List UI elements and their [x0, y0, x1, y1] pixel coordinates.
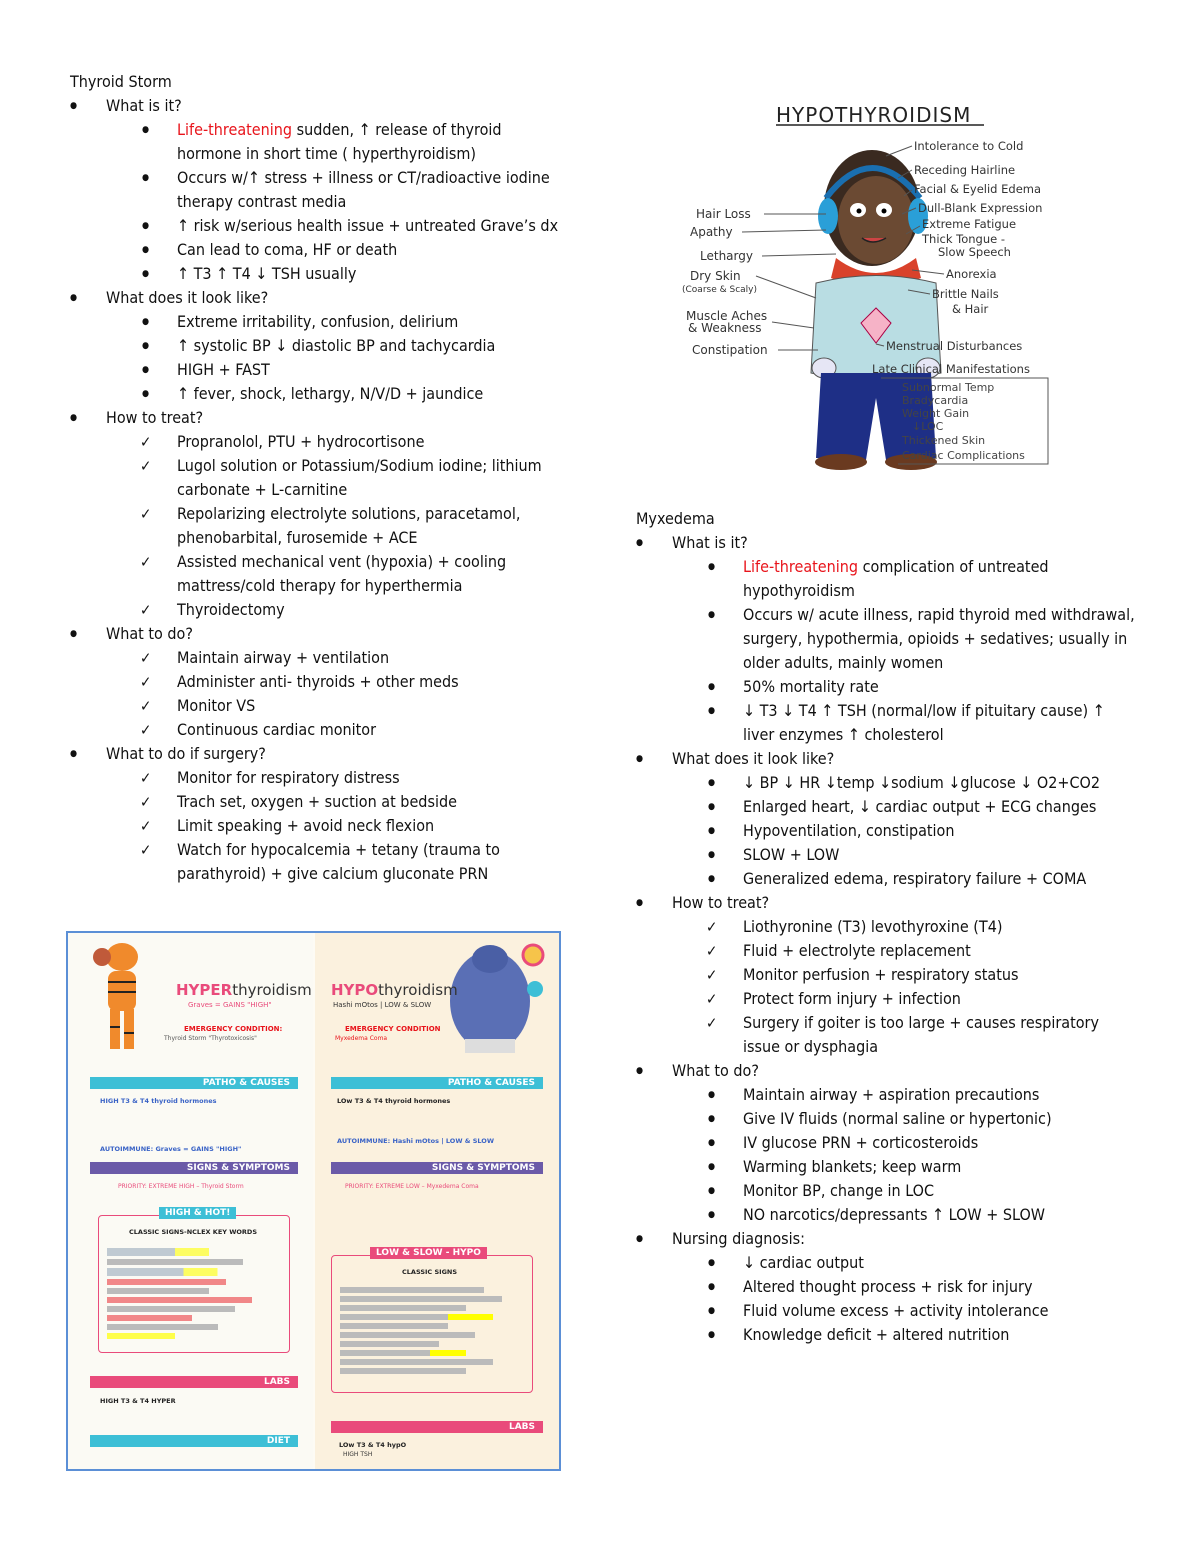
svg-text:Late Clinical Manifestations: Late Clinical Manifestations — [872, 362, 1030, 376]
check-item — [636, 939, 1136, 963]
svg-text:Apathy: Apathy — [690, 225, 733, 239]
item-text: Hypoventilation, constipation — [743, 821, 955, 840]
check-item — [70, 718, 570, 742]
poster-text: PRIORITY: EXTREME HIGH – Thyroid Storm — [118, 1183, 244, 1190]
item-text: Lugol solution or Potassium/Sodium iodine; lithium carbonate + L-carnitine — [177, 456, 542, 499]
item-text: Monitor VS — [177, 696, 256, 715]
bullet-item — [70, 166, 570, 214]
check-item — [70, 550, 570, 598]
box-title: LOW & SLOW - HYPO — [370, 1247, 487, 1259]
svg-text:Intolerance to Cold: Intolerance to Cold — [914, 139, 1024, 153]
item-text: Monitor BP, change in LOC — [743, 1181, 935, 1200]
svg-text:Anorexia: Anorexia — [946, 267, 997, 281]
svg-text:& Hair: & Hair — [952, 302, 989, 316]
poster-text: AUTOIMMUNE: Graves = GAINS "HIGH" — [100, 1145, 242, 1153]
bullet-item — [636, 1107, 1136, 1131]
question-bullet: ● What to do? — [636, 1059, 1136, 1083]
item-text: Surgery if goiter is too large + causes respiratory issue or dysphagia — [743, 1013, 1099, 1056]
question-bullet: ● What is it? — [636, 531, 1136, 555]
myxedema-notes — [636, 507, 1136, 1347]
item-text: Trach set, oxygen + suction at bedside — [177, 792, 457, 811]
poster-text: LOw T3 & T4 thyroid hormones — [337, 1097, 451, 1105]
check-item — [70, 838, 570, 886]
item-text: Liothyronine (T3) levothyroxine (T4) — [743, 917, 1003, 936]
svg-text:Menstrual Disturbances: Menstrual Disturbances — [886, 339, 1023, 353]
box-title: HIGH & HOT! — [159, 1207, 236, 1219]
svg-text:Slow Speech: Slow Speech — [938, 245, 1011, 259]
bullet-item — [636, 1275, 1136, 1299]
question-bullet: ● What to do? — [70, 622, 570, 646]
bullet-item — [70, 118, 570, 166]
low-lines — [340, 1284, 520, 1377]
section-heading: Myxedema — [636, 509, 715, 528]
bullet-item — [636, 1203, 1136, 1227]
bullet-item — [636, 699, 1136, 747]
hypo-title: HYPOthyroidism — [331, 981, 458, 999]
poster-text: EMERGENCY CONDITION: — [184, 1025, 283, 1033]
item-text: Can lead to coma, HF or death — [177, 240, 398, 259]
check-item — [636, 915, 1136, 939]
thyroid-storm-notes — [70, 70, 570, 886]
check-item — [70, 766, 570, 790]
poster-text: PRIORITY: EXTREME LOW – Myxedema Coma — [345, 1183, 479, 1190]
item-text: ↑ fever, shock, lethargy, N/V/D + jaundice — [177, 384, 484, 403]
item-text: ↓ BP ↓ HR ↓temp ↓sodium ↓glucose ↓ O2+CO2 — [743, 773, 1101, 792]
bullet-item — [636, 1251, 1136, 1275]
svg-text:Extreme Fatigue: Extreme Fatigue — [922, 217, 1017, 231]
poster-text: LOw T3 & T4 hypO — [339, 1441, 407, 1449]
item-text: 50% mortality rate — [743, 677, 879, 696]
question-bullet: ● How to treat? — [636, 891, 1136, 915]
check-item — [70, 646, 570, 670]
svg-text:Muscle Aches: Muscle Aches — [686, 309, 768, 323]
hypothyroidism-illustration — [676, 98, 1066, 474]
poster-text: HIGH TSH — [343, 1451, 373, 1458]
bullet-item — [70, 214, 570, 238]
check-item — [70, 598, 570, 622]
bullet-item — [636, 1323, 1136, 1347]
item-text: IV glucose PRN + corticosteroids — [743, 1133, 979, 1152]
item-text: ↓ T3 ↓ T4 ↑ TSH (normal/low if pituitary cause) ↑ liver enzymes ↑ cholesterol — [743, 701, 1105, 744]
svg-text:Constipation: Constipation — [692, 343, 768, 357]
poster-text: CLASSIC SIGNS — [402, 1268, 458, 1276]
check-item — [70, 790, 570, 814]
item-text: SLOW + LOW — [743, 845, 840, 864]
item-text: Assisted mechanical vent (hypoxia) + cooling mattress/cold therapy for hyperthermia — [177, 552, 507, 595]
svg-text:Dull-Blank Expression: Dull-Blank Expression — [918, 201, 1043, 215]
check-item — [70, 694, 570, 718]
poster-text: HIGH T3 & T4 HYPER — [100, 1397, 176, 1405]
check-item — [70, 430, 570, 454]
poster-text: Myxedema Coma — [335, 1035, 388, 1042]
item-text: Altered thought process + risk for injury — [743, 1277, 1033, 1296]
low-slow-box — [331, 1248, 533, 1393]
poster-text: HIGH T3 & T4 thyroid hormones — [100, 1097, 217, 1105]
svg-text:Weight Gain: Weight Gain — [902, 407, 970, 420]
svg-text:Receding Hairline: Receding Hairline — [914, 163, 1016, 177]
item-text: Knowledge deficit + altered nutrition — [743, 1325, 1010, 1344]
svg-text:Brittle Nails: Brittle Nails — [932, 287, 999, 301]
item-text: Fluid + electrolyte replacement — [743, 941, 971, 960]
check-item — [636, 1011, 1136, 1059]
bullet-item — [636, 795, 1136, 819]
svg-text:Thick Tongue -: Thick Tongue - — [922, 232, 1006, 246]
bullet-item — [636, 1155, 1136, 1179]
late-box-labels — [901, 381, 1025, 462]
notes-body — [70, 94, 570, 886]
hypo-subtitle: Hashi mOtos | LOW & SLOW — [333, 1001, 432, 1009]
bullet-item — [636, 1179, 1136, 1203]
item-text: ↑ risk w/serious health issue + untreated Grave’s dx — [177, 216, 559, 235]
poster-text: EMERGENCY CONDITION — [345, 1025, 441, 1033]
check-item — [70, 670, 570, 694]
item-text: Occurs w/↑ stress + illness or CT/radioactive iodine therapy contrast media — [177, 168, 550, 211]
svg-text:& Weakness: & Weakness — [688, 321, 762, 335]
item-text: Thyroidectomy — [177, 600, 285, 619]
poster-text: AUTOIMMUNE: Hashi mOtos | LOW & SLOW — [337, 1137, 494, 1145]
bullet-item — [636, 1299, 1136, 1323]
bullet-item — [636, 771, 1136, 795]
bullet-item — [636, 843, 1136, 867]
item-text: HIGH + FAST — [177, 360, 270, 379]
item-text: Continuous cardiac monitor — [177, 720, 376, 739]
check-item — [636, 963, 1136, 987]
svg-text:Facial & Eyelid Edema: Facial & Eyelid Edema — [914, 182, 1042, 196]
bullet-item — [636, 1131, 1136, 1155]
question-bullet: ● Nursing diagnosis: — [636, 1227, 1136, 1251]
emphasis-text: Life-threatening — [743, 557, 859, 576]
hypo-panel — [315, 933, 559, 1469]
svg-text:Bradycardia: Bradycardia — [902, 394, 969, 407]
bullet-item — [636, 603, 1136, 675]
svg-text:(Coarse & Scaly): (Coarse & Scaly) — [682, 285, 757, 295]
item-text: Monitor for respiratory distress — [177, 768, 400, 787]
item-text: Repolarizing electrolyte solutions, paracetamol, phenobarbital, furosemide + ACE — [177, 504, 521, 547]
item-text: Propranolol, PTU + hydrocortisone — [177, 432, 425, 451]
question-bullet: ● What is it? — [70, 94, 570, 118]
section-band: DIET — [90, 1435, 298, 1447]
section-band: PATHO & CAUSES — [331, 1077, 543, 1089]
item-text: Give IV fluids (normal saline or hypertonic) — [743, 1109, 1052, 1128]
eeyore-illustration — [435, 939, 545, 1059]
item-text: Occurs w/ acute illness, rapid thyroid med withdrawal, surgery, hypothermia, opioids + sedatives; usually in older adults, mainly women — [743, 605, 1135, 672]
section-band: LABS — [331, 1421, 543, 1433]
svg-text:Cardiac Complications: Cardiac Complications — [902, 449, 1025, 462]
question-bullet: ● What does it look like? — [636, 747, 1136, 771]
item-text: sudden, ↑ release of thyroid hormone in short time ( hyperthyroidism) — [177, 120, 502, 163]
hyper-hypo-poster — [66, 931, 561, 1471]
bullet-item — [636, 1083, 1136, 1107]
section-band: PATHO & CAUSES — [90, 1077, 298, 1089]
emphasis-text: Life-threatening — [177, 120, 293, 139]
svg-text:Dry Skin: Dry Skin — [690, 269, 741, 283]
left-labels — [682, 207, 768, 357]
item-text: Generalized edema, respiratory failure + COMA — [743, 869, 1087, 888]
bullet-item — [70, 262, 570, 286]
bullet-item — [636, 555, 1136, 603]
item-text: Limit speaking + avoid neck flexion — [177, 816, 435, 835]
high-hot-box — [98, 1208, 290, 1353]
hyper-panel — [68, 933, 313, 1469]
poster-text: CLASSIC SIGNS-NCLEX KEY WORDS — [129, 1228, 258, 1236]
section-heading: Thyroid Storm — [70, 72, 172, 91]
svg-text:Lethargy: Lethargy — [700, 249, 753, 263]
svg-text:Thickened Skin: Thickened Skin — [902, 434, 986, 447]
svg-text:↓LOC: ↓LOC — [912, 420, 944, 433]
section-band: SIGNS & SYMPTOMS — [90, 1162, 298, 1174]
item-text: NO narcotics/depressants ↑ LOW + SLOW — [743, 1205, 1046, 1224]
figure-title: HYPOTHYROIDISM — [776, 103, 972, 127]
item-text: Enlarged heart, ↓ cardiac output + ECG changes — [743, 797, 1097, 816]
notes-body — [636, 531, 1136, 1347]
hyper-subtitle: Graves = GAINS "HIGH" — [188, 1001, 272, 1009]
item-text: Extreme irritability, confusion, delirium — [177, 312, 459, 331]
item-text: ↑ systolic BP ↓ diastolic BP and tachycardia — [177, 336, 496, 355]
bullet-item — [636, 867, 1136, 891]
check-item — [636, 987, 1136, 1011]
item-text: Watch for hypocalcemia + tetany (trauma to parathyroid) + give calcium gluconate PRN — [177, 840, 500, 883]
item-text: Protect form injury + infection — [743, 989, 961, 1008]
item-text: ↓ cardiac output — [743, 1253, 864, 1272]
bullet-item — [70, 238, 570, 262]
hyper-title: HYPERthyroidism — [176, 981, 312, 999]
question-bullet: ● What to do if surgery? — [70, 742, 570, 766]
item-text: Administer anti- thyroids + other meds — [177, 672, 459, 691]
high-lines — [107, 1246, 277, 1342]
item-text: Warming blankets; keep warm — [743, 1157, 962, 1176]
bullet-item — [636, 819, 1136, 843]
question-bullet: ● What does it look like? — [70, 286, 570, 310]
poster-text: Thyroid Storm "Thyrotoxicosis" — [164, 1035, 257, 1042]
bullet-item — [70, 382, 570, 406]
bullet-item — [636, 675, 1136, 699]
item-text: Monitor perfusion + respiratory status — [743, 965, 1019, 984]
check-item — [70, 502, 570, 550]
item-text: ↑ T3 ↑ T4 ↓ TSH usually — [177, 264, 357, 283]
check-item — [70, 814, 570, 838]
question-bullet: ● How to treat? — [70, 406, 570, 430]
item-text: Maintain airway + aspiration precautions — [743, 1085, 1040, 1104]
svg-text:Subnormal Temp: Subnormal Temp — [902, 381, 995, 394]
item-text: complication of untreated hypothyroidism — [743, 557, 1049, 600]
tiger-illustration — [82, 937, 162, 1057]
check-item — [70, 454, 570, 502]
bullet-item — [70, 334, 570, 358]
bullet-item — [70, 310, 570, 334]
item-text: Maintain airway + ventilation — [177, 648, 390, 667]
section-band: LABS — [90, 1376, 298, 1388]
bullet-item — [70, 358, 570, 382]
item-text: Fluid volume excess + activity intolerance — [743, 1301, 1049, 1320]
section-band: SIGNS & SYMPTOMS — [331, 1162, 543, 1174]
svg-text:Hair Loss: Hair Loss — [696, 207, 751, 221]
